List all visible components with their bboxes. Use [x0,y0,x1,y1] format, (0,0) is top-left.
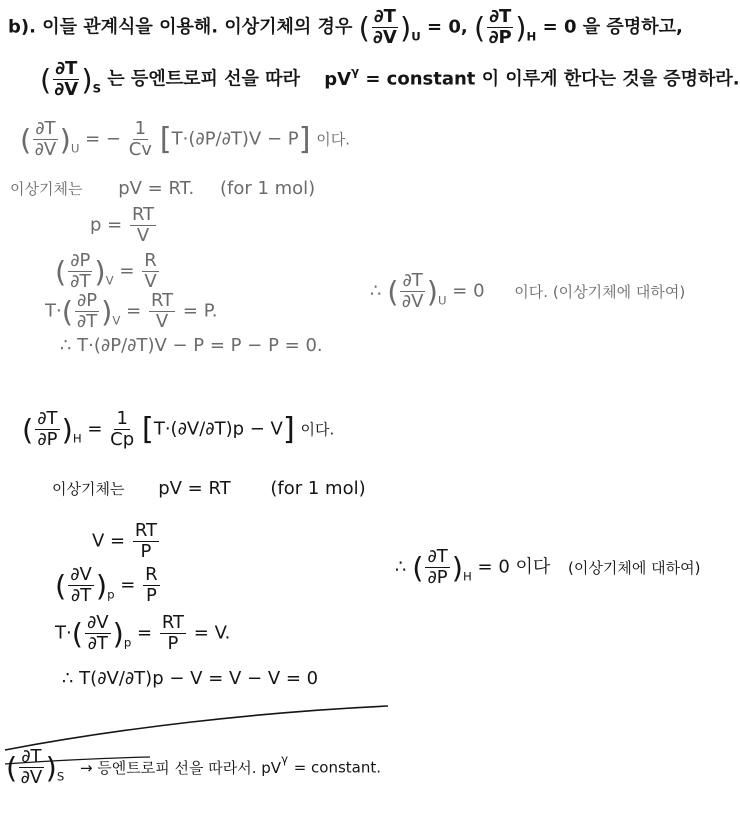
question-prefix: b). 이들 관계식을 이용해. 이상기체의 경우 [8,16,353,38]
eq-zero-2: = 0 [542,16,577,38]
frac-den: ∂P [488,27,512,48]
h-def-end: 이다. [300,420,335,439]
u-ideal-gas-line: 이상기체는 pV = RT. (for 1 mol) [10,178,316,199]
h-ideal-gas-line: 이상기체는 pV = RT (for 1 mol) [52,478,366,499]
h-v-equals: V = $\frac{RT}{P}$ [92,520,158,562]
s-line: ( $\frac{\partial T}{\partial V}$ )$_S$ → 등엔트로피 선을 따라서. $pV^\gamma$ = constant. [6,746,382,788]
u-def-end: 이다. [316,130,351,149]
comma: , [460,16,468,38]
subscript-s: S [92,81,101,96]
u-partial-p: ( $\frac{\partial P}{\partial T}$ )$_V$ = $\frac{R}{V}$ [55,250,157,292]
h-def-inner: T·(∂V/∂T)p − V [153,418,283,440]
u-t-times-partial: T·( $\frac{\partial P}{\partial T}$ )$_V$ = $\frac{RT}{V}$ = P. [45,290,218,332]
h-t-times-partial: T·( $\frac{\partial V}{\partial T}$ )$_p$ = $\frac{RT}{P}$ = V. [55,612,231,654]
s-arrow-text: → 등엔트로피 선을 따라서. pV [79,758,282,777]
constant: = constant [365,68,476,90]
h-definition: ( $\frac{\partial T}{\partial P}$ )$_H$ = $\frac{1}{Cp}$ [T·(∂V/∂T)p − V] 이다. [22,408,335,450]
question-line-1: b). 이들 관계식을 이용해. 이상기체의 경우 ( $\frac{\partial T}{\partial V}$ )$_U = 0$, ( $\frac{\partial T}{\partial P}$ )$_H = 0$ 을 증명하고, [8,6,683,48]
u-def-inner: T·(∂P/∂T)V − P [171,128,299,150]
u-p-equals: p = $\frac{RT}{V}$ [90,204,155,246]
prove-text: 을 증명하고, [582,16,683,38]
frac-den: ∂V [54,79,79,100]
pv-gamma: $pV^\gamma$ [324,64,360,90]
frac-den: ∂V [373,27,397,48]
question-line-2: ( $\frac{\partial T}{\partial V}$ )$_S$ 는 등엔트로피 선을 따라 $pV^\gamma$ = constant 이 이루게 한다는 것을 증명하라. [40,58,740,100]
u-definition: ( $\frac{\partial T}{\partial V}$ )$_U$ = − $\frac{1}{Cv}$ [T·(∂P/∂T)V − P] 이다. [20,118,351,160]
h-therefore: ∴ T(∂V/∂T)p − V = V − V = 0 [62,668,319,689]
s-constant: = constant. [293,758,382,777]
subscript-h: H [526,29,537,44]
h-result: ∴ ( $\frac{\partial T}{\partial P}$ )$_H = 0$ 이다 (이상기체에 대하여) [395,546,701,588]
frac-num: ∂T [373,6,396,27]
subscript-u: U [411,29,421,44]
eq-zero-1: = 0 [426,16,461,38]
u-therefore: ∴ T·(∂P/∂T)V − P = P − P = 0. [60,335,323,356]
line2-text: 는 등엔트로피 선을 따라 [107,68,300,90]
line2-end: 이 이루게 한다는 것을 증명하라. [481,68,740,90]
frac-num: ∂T [489,6,512,27]
frac-num: ∂T [55,58,78,79]
u-result: ∴ ( $\frac{\partial T}{\partial V}$ )$_U = 0$ 이다. (이상기체에 대하여) [370,270,686,312]
h-partial-v: ( $\frac{\partial V}{\partial T}$ )$_p$ = $\frac{R}{P}$ [55,564,158,606]
